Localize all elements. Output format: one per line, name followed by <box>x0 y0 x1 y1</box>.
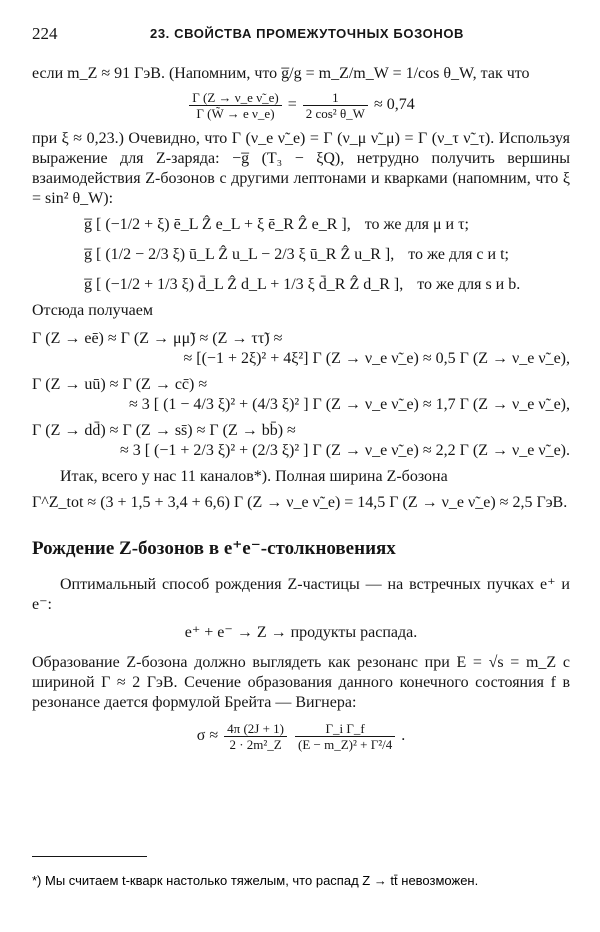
running-head <box>32 24 570 46</box>
paragraph-2: при ξ ≈ 0,23.) Очевидно, что Γ (ν_e ν̃_e) = Γ (ν_μ ν̃_μ) = Γ (ν_τ ν̃_τ). Используя выражение для Z-заряда: −g̅ (T₃ − ξQ), нетрудно получить вершины взаимодействия Z-бозонов с другими лептонами и кварками (напомним, что ξ = sin² θ_W): <box>32 130 570 207</box>
cos-fraction <box>303 90 368 121</box>
bw-frac2-numerator: Γ_i Γ_f <box>325 721 365 736</box>
ratio-formula <box>32 90 570 121</box>
ratio-result: ≈ 0,74 <box>373 96 415 114</box>
width-lepton-line-1: Γ (Z → eē) ≈ Γ (Z → μμ̃) ≈ (Z → ττ̃) ≈ <box>32 330 283 347</box>
width-down-line-2: ≈ 3 [ (−1 + 2/3 ξ)² + (2/3 ξ)² ] Γ (Z → ν_e ν̃_e) ≈ 2,2 Γ (Z → ν_e ν̃_e). <box>119 442 570 459</box>
footnote-rule <box>32 856 147 857</box>
bw-frac2-denominator: (E − m_Z)² + Γ²/4 <box>295 736 395 752</box>
ratio-denominator: Γ (W̃ → e ν_e) <box>189 105 281 121</box>
vertex-down-quark <box>84 275 570 295</box>
ratio-numerator: Γ (Z → ν_e ν̃_e) <box>192 90 279 105</box>
breit-wigner-fraction-2 <box>295 721 395 752</box>
vertex-up-note: то же для c и t; <box>408 246 509 263</box>
vertex-up-expr: g̅ [ (1/2 − 2/3 ξ) ū_L Ẑ u_L − 2/3 ξ ū_R Ẑ u_R ], <box>84 246 395 263</box>
width-equations <box>32 329 570 461</box>
footnote: *) Мы считаем t-кварк настолько тяжелым, что распад Z → tt̄ невозможен. <box>32 873 479 888</box>
vertex-down-note: то же для s и b. <box>417 276 521 293</box>
vertex-lepton-note: то же для μ и τ; <box>364 216 469 233</box>
vertex-lepton <box>84 215 570 235</box>
paragraph-6: Образование Z-бозона должно выглядеть как резонанс при E = √s = m_Z с шириной Γ ≈ 2 ГэВ. Сечение образования данного конечного состояния f в резонансе дается формулой Брейта — Вигнера: <box>32 654 570 711</box>
page-number: 224 <box>32 24 58 43</box>
chapter-title: 23. СВОЙСТВА ПРОМЕЖУТОЧНЫХ БОЗОНОВ <box>150 26 465 41</box>
vertex-down-expr: g̅ [ (−1/2 + 1/3 ξ) d̄_L Ẑ d_L + 1/3 ξ d̄_R Ẑ d_R ], <box>84 276 404 293</box>
paragraph-5: Оптимальный способ рождения Z-частицы — на встречных пучках e⁺ и e⁻: <box>32 576 570 613</box>
vertex-list <box>84 215 570 295</box>
equals-sign: = <box>287 96 297 114</box>
vertex-up-quark <box>84 245 570 265</box>
breit-wigner-prefix: σ ≈ <box>196 727 219 745</box>
paragraph-3: Отсюда получаем <box>32 302 153 319</box>
cos-numerator: 1 <box>332 90 339 105</box>
cos-denominator: 2 cos² θ_W <box>303 105 368 121</box>
total-width-formula: Γ^Z_tot ≈ (3 + 1,5 + 3,4 + 6,6) Γ (Z → ν_e ν̃_e) = 14,5 Γ (Z → ν_e ν̃_e) ≈ 2,5 ГэВ. <box>32 494 568 511</box>
bw-frac1-denominator: 2 · 2m²_Z <box>224 736 287 752</box>
width-lepton-line-2: ≈ [(−1 + 2ξ)² + 4ξ²] Γ (Z → ν_e ν̃_e) ≈ 0,5 Γ (Z → ν_e ν̃_e), <box>183 350 570 367</box>
paragraph-1: если m_Z ≈ 91 ГэВ. (Напомним, что g̅/g = m_Z/m_W = 1/cos θ_W, так что <box>32 65 530 82</box>
bw-frac1-numerator: 4π (2J + 1) <box>227 721 285 736</box>
width-up-line-1: Γ (Z → uū) ≈ Γ (Z → cc̄) ≈ <box>32 376 208 393</box>
breit-wigner-suffix: . <box>401 727 406 745</box>
width-up-line-2: ≈ 3 [ (1 − 4/3 ξ)² + (4/3 ξ)² ] Γ (Z → ν_e ν̃_e) ≈ 1,7 Γ (Z → ν_e ν̃_e), <box>128 396 570 413</box>
reaction-formula: e⁺ + e⁻ → Z → продукты распада. <box>184 624 418 641</box>
ratio-fraction <box>189 90 281 121</box>
breit-wigner-formula <box>32 721 570 752</box>
section-heading: Рождение Z-бозонов в e⁺e⁻-столкновениях <box>32 538 396 559</box>
width-down-line-1: Γ (Z → dd̄) ≈ Γ (Z → ss̄) ≈ Γ (Z → bb̄) ≈ <box>32 422 296 439</box>
breit-wigner-fraction-1 <box>224 721 287 752</box>
paragraph-4: Итак, всего у нас 11 каналов*). Полная ширина Z-бозона <box>60 468 448 485</box>
vertex-lepton-expr: g̅ [ (−1/2 + ξ) ē_L Ẑ e_L + ξ ē_R Ẑ e_R ], <box>84 216 351 233</box>
